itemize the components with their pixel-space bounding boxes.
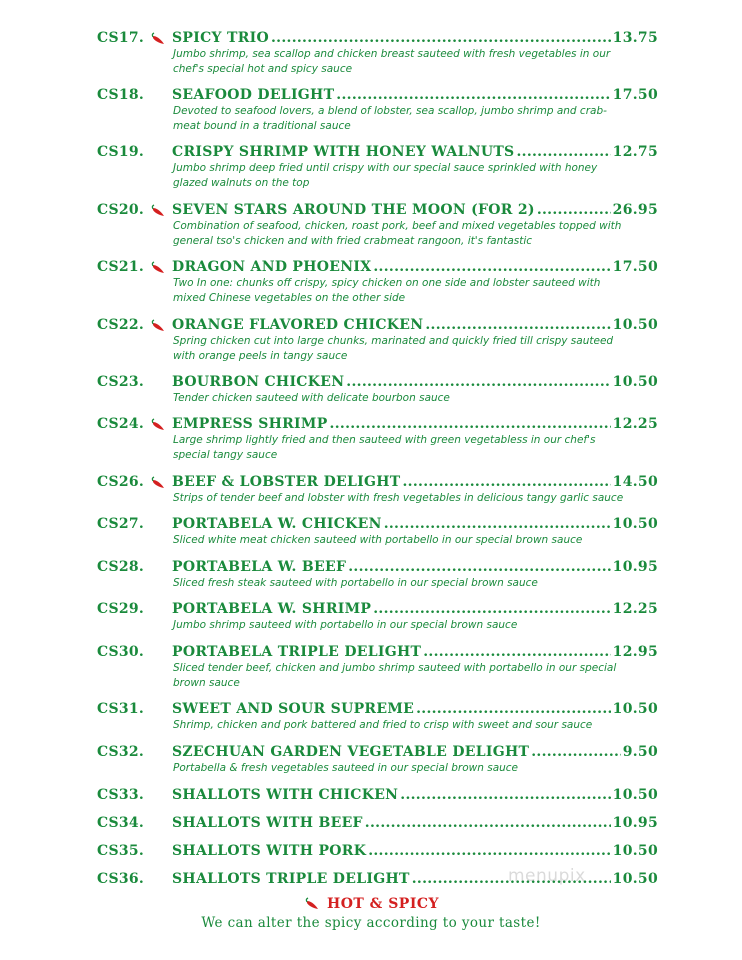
item-name: EMPRESS SHRIMP xyxy=(172,416,328,432)
item-description: Two In one: chunks off crispy, spicy chicken on one side and lobster sauteed with mixed Chinese vegetables on the other side xyxy=(173,277,601,304)
item-price: 9.50 xyxy=(622,744,658,760)
leader-dots xyxy=(336,87,610,104)
item-name: SEAFOOD DELIGHT xyxy=(172,87,335,103)
item-price: 10.50 xyxy=(612,516,658,532)
item-price: 10.50 xyxy=(612,701,658,717)
item-code: CS28. xyxy=(97,559,145,575)
item-description: Tender chicken sauteed with delicate bourbon sauce xyxy=(173,392,450,404)
leader-dots xyxy=(330,416,611,433)
item-code: CS33. xyxy=(97,787,145,803)
item-name: PORTABELA W. SHRIMP xyxy=(172,601,372,617)
item-description: Jumbo shrimp deep fried until crispy with our special sauce sprinkled with honey glazed walnuts on the top xyxy=(173,162,598,189)
item-code: CS32. xyxy=(97,744,145,760)
leader-dots xyxy=(423,644,610,661)
item-name: SHALLOTS TRIPLE DELIGHT xyxy=(172,871,410,887)
item-name: PORTABELA TRIPLE DELIGHT xyxy=(172,644,422,660)
watermark: menupix xyxy=(508,866,586,886)
item-name: SHALLOTS WITH BEEF xyxy=(172,815,363,831)
item-code: CS31. xyxy=(97,701,145,717)
item-description: Spring chicken cut into large chunks, marinated and quickly fried till crispy sauteed with orange peels in tangy sauce xyxy=(173,335,614,362)
chili-pepper-icon xyxy=(150,476,166,490)
chili-pepper-icon xyxy=(150,204,166,218)
item-code: CS23. xyxy=(97,374,145,390)
item-price: 17.50 xyxy=(612,87,658,103)
item-description: Sliced tender beef, chicken and jumbo shrimp sauteed with portabello in our special brown sauce xyxy=(173,662,617,689)
leader-dots xyxy=(368,843,610,860)
item-description: Jumbo shrimp sauteed with portabello in our special brown sauce xyxy=(173,619,518,631)
leader-dots xyxy=(403,474,611,491)
item-code: CS35. xyxy=(97,843,145,859)
leader-dots xyxy=(271,30,611,47)
item-price: 10.95 xyxy=(612,815,658,831)
item-name: PORTABELA W. BEEF xyxy=(172,559,347,575)
item-description: Sliced white meat chicken sauteed with portabello in our special brown sauce xyxy=(173,534,583,546)
item-description: Large shrimp lightly fried and then sauteed with green vegetabless in our chef's special tangy sauce xyxy=(173,434,596,461)
item-description: Devoted to seafood lovers, a blend of lobster, sea scallop, jumbo shrimp and crab-meat bound in a traditional sauce xyxy=(173,105,607,132)
item-code: CS24. xyxy=(97,416,145,432)
leader-dots xyxy=(384,516,611,533)
chili-pepper-icon xyxy=(150,319,166,333)
item-description: Shrimp, chicken and pork battered and fried to crisp with sweet and sour sauce xyxy=(173,719,593,731)
item-price: 10.50 xyxy=(612,317,658,333)
leader-dots xyxy=(425,317,610,334)
item-price: 12.95 xyxy=(612,644,658,660)
item-description: Sliced fresh steak sauteed with portabello in our special brown sauce xyxy=(173,577,538,589)
item-name: CRISPY SHRIMP WITH HONEY WALNUTS xyxy=(172,144,515,160)
leader-dots xyxy=(416,701,611,718)
item-description: Portabella & fresh vegetables sauteed in our special brown sauce xyxy=(173,762,519,774)
item-price: 12.75 xyxy=(612,144,658,160)
leader-dots xyxy=(373,259,610,276)
item-name: SHALLOTS WITH PORK xyxy=(172,843,367,859)
leader-dots xyxy=(373,601,610,618)
item-code: CS30. xyxy=(97,644,145,660)
item-code: CS22. xyxy=(97,317,145,333)
leader-dots xyxy=(346,374,610,391)
item-price: 12.25 xyxy=(612,416,658,432)
item-price: 10.95 xyxy=(612,559,658,575)
leader-dots xyxy=(537,202,611,219)
item-price: 14.50 xyxy=(612,474,658,490)
item-description: Combination of seafood, chicken, roast pork, beef and mixed vegetables topped with general tso's chicken and with fried crabmeat rangoon, it's fantastic xyxy=(173,220,622,247)
item-price: 10.50 xyxy=(612,871,658,887)
item-code: CS21. xyxy=(97,259,145,275)
chili-pepper-icon xyxy=(150,261,166,275)
leader-dots xyxy=(516,144,610,161)
item-code: CS34. xyxy=(97,815,145,831)
item-code: CS29. xyxy=(97,601,145,617)
leader-dots xyxy=(348,559,610,576)
chili-pepper-icon xyxy=(150,418,166,432)
hot-spicy-label: HOT & SPICY xyxy=(326,896,440,912)
item-code: CS26. xyxy=(97,474,145,490)
item-name: DRAGON AND PHOENIX xyxy=(172,259,372,275)
item-name: SEVEN STARS AROUND THE MOON (FOR 2) xyxy=(172,202,535,218)
item-code: CS18. xyxy=(97,87,145,103)
item-name: PORTABELA W. CHICKEN xyxy=(172,516,382,532)
item-description: Jumbo shrimp, sea scallop and chicken breast sauteed with fresh vegetables in our chef's special hot and spicy sauce xyxy=(173,48,611,75)
item-price: 12.25 xyxy=(612,601,658,617)
item-price: 10.50 xyxy=(612,787,658,803)
item-price: 10.50 xyxy=(612,843,658,859)
item-price: 10.50 xyxy=(612,374,658,390)
item-name: SPICY TRIO xyxy=(172,30,269,46)
item-name: SWEET AND SOUR SUPREME xyxy=(172,701,415,717)
leader-dots xyxy=(400,787,610,804)
item-name: BOURBON CHICKEN xyxy=(172,374,345,390)
item-price: 13.75 xyxy=(612,30,658,46)
item-description: Strips of tender beef and lobster with fresh vegetables in delicious tangy garlic sauce xyxy=(173,492,624,504)
item-price: 26.95 xyxy=(612,202,658,218)
item-code: CS36. xyxy=(97,871,145,887)
item-name: ORANGE FLAVORED CHICKEN xyxy=(172,317,424,333)
item-code: CS19. xyxy=(97,144,145,160)
item-name: SZECHUAN GARDEN VEGETABLE DELIGHT xyxy=(172,744,530,760)
chili-pepper-icon xyxy=(150,32,166,46)
item-code: CS20. xyxy=(97,202,145,218)
spice-note: We can alter the spicy according to your taste! xyxy=(201,915,541,931)
hot-spicy-legend xyxy=(0,896,742,931)
item-code: CS17. xyxy=(97,30,145,46)
item-code: CS27. xyxy=(97,516,145,532)
item-name: BEEF & LOBSTER DELIGHT xyxy=(172,474,401,490)
chili-pepper-icon xyxy=(303,897,321,911)
item-price: 17.50 xyxy=(612,259,658,275)
leader-dots xyxy=(365,815,611,832)
item-name: SHALLOTS WITH CHICKEN xyxy=(172,787,399,803)
leader-dots xyxy=(531,744,620,761)
